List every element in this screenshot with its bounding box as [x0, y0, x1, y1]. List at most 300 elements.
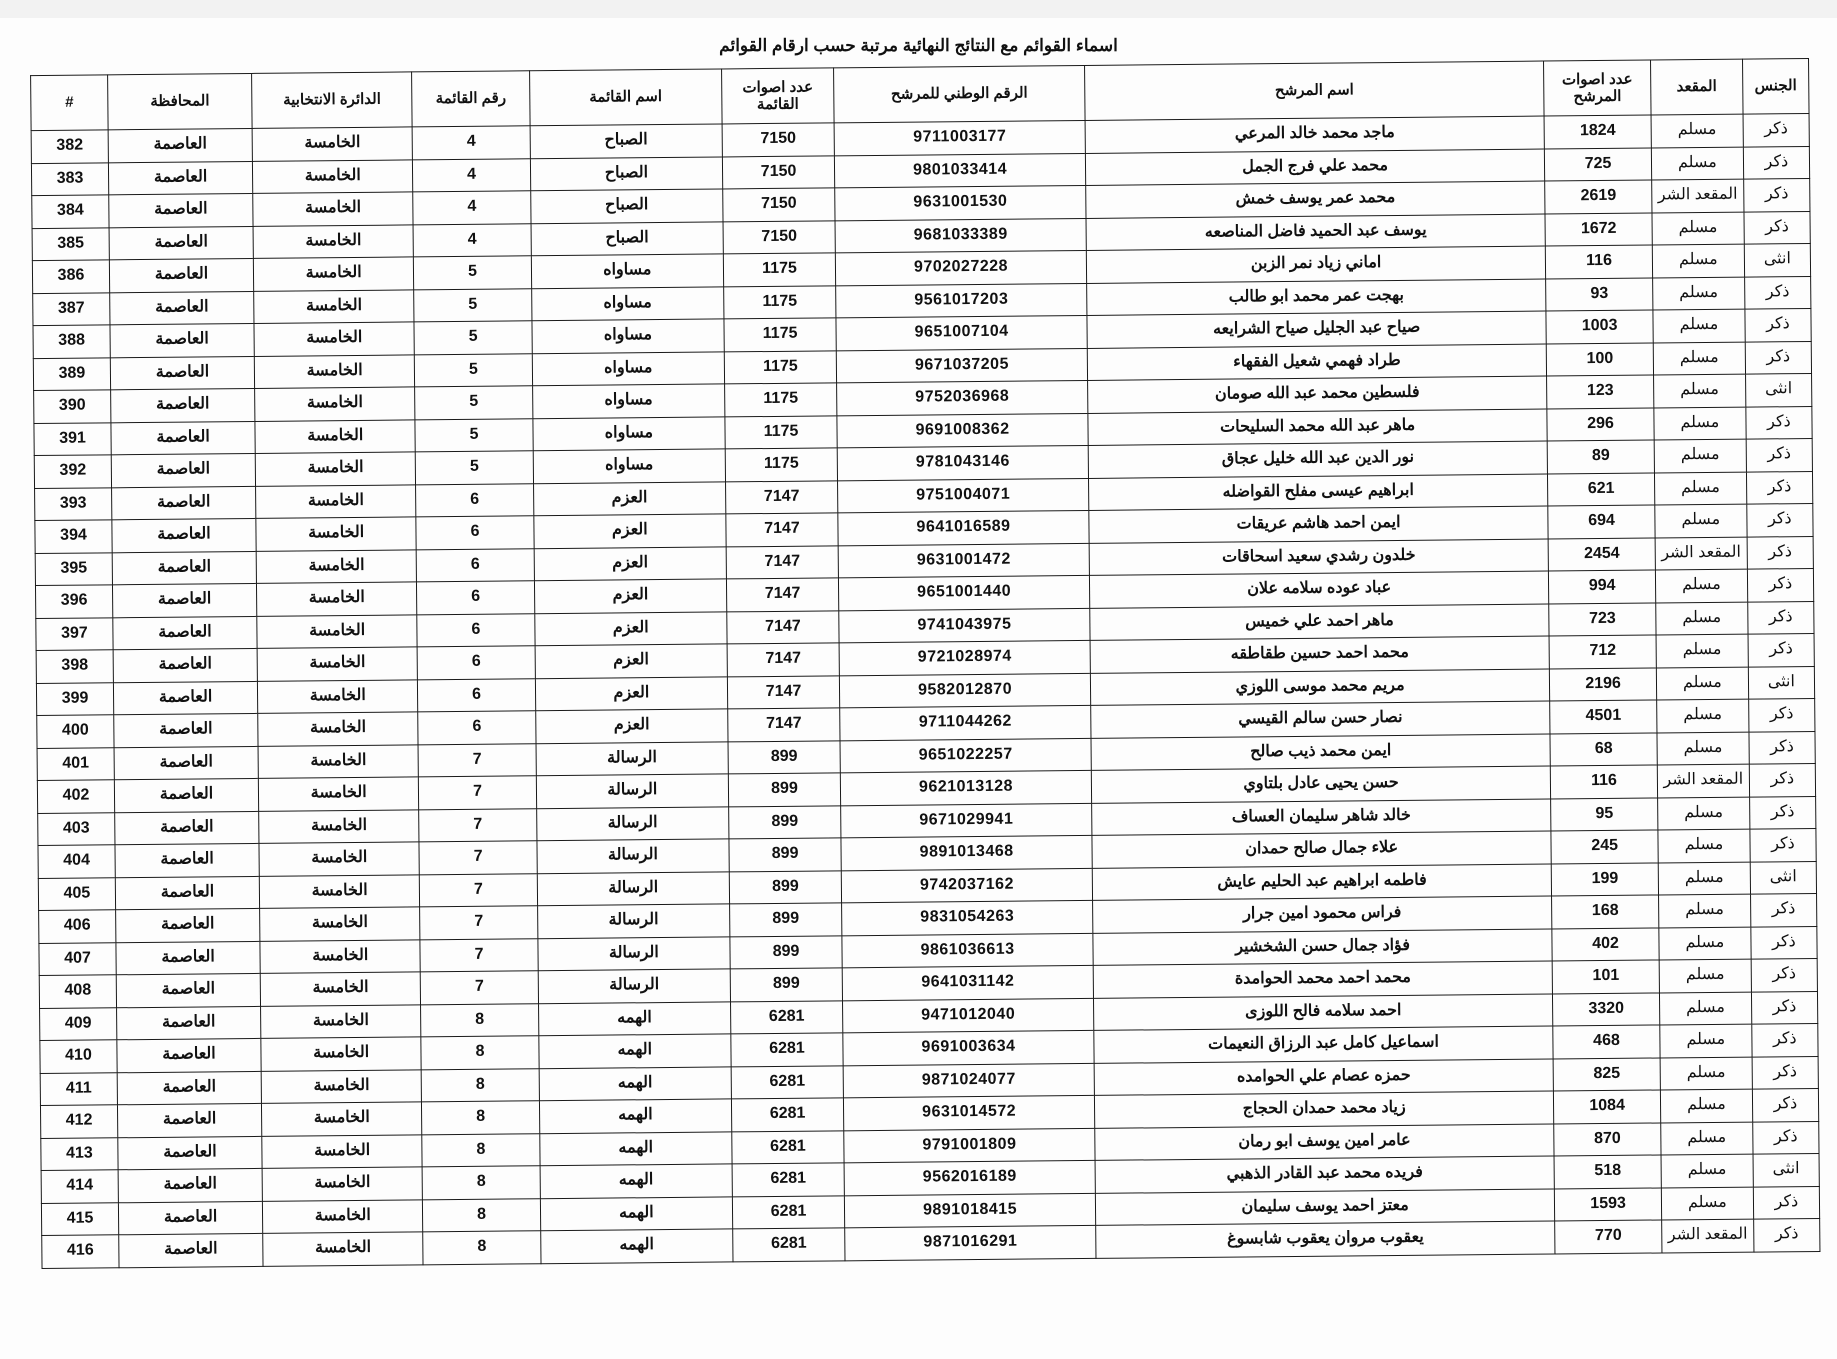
cell-list-votes: 7147: [727, 675, 839, 709]
cell-seat: مسلم: [1657, 699, 1749, 732]
cell-gender: ذكر: [1744, 276, 1811, 309]
cell-national-id: 9741043975: [839, 608, 1090, 643]
cell-list-number: 4: [413, 191, 531, 225]
cell-candidate-votes: 68: [1550, 732, 1657, 766]
cell-district: الخامسة: [257, 647, 417, 681]
cell-list-votes: 899: [728, 773, 840, 807]
cell-gender: ذكر: [1751, 926, 1818, 959]
cell-district: الخامسة: [260, 939, 420, 973]
cell-seat: مسلم: [1660, 1024, 1752, 1057]
cell-gender: انثى: [1745, 373, 1812, 406]
cell-national-id: 9871024077: [843, 1063, 1094, 1098]
cell-list-name: العزم: [534, 514, 727, 548]
cell-list-votes: 899: [730, 903, 842, 937]
cell-gender: ذكر: [1746, 471, 1813, 504]
cell-index: 403: [38, 812, 115, 845]
cell-list-votes: 7147: [726, 578, 838, 612]
cell-list-number: 6: [418, 678, 536, 712]
cell-candidate-name: حسن يحيى عادل بلتاوي: [1091, 766, 1550, 803]
cell-district: الخامسة: [256, 484, 416, 518]
cell-index: 406: [39, 910, 116, 943]
cell-index: 399: [36, 682, 113, 715]
cell-list-name: مساواه: [532, 384, 725, 418]
cell-governorate: العاصمة: [114, 746, 258, 780]
cell-candidate-votes: 994: [1549, 570, 1656, 604]
cell-list-name: الرسالة: [536, 806, 729, 840]
cell-national-id: 9671029941: [841, 803, 1092, 838]
cell-candidate-votes: 123: [1547, 375, 1654, 409]
cell-list-votes: 6281: [731, 1098, 843, 1132]
cell-list-name: مساواه: [532, 319, 725, 353]
cell-list-name: الهمه: [540, 1131, 733, 1165]
cell-gender: ذكر: [1749, 763, 1816, 796]
cell-seat: مسلم: [1658, 894, 1750, 927]
cell-candidate-votes: 100: [1546, 343, 1653, 377]
cell-list-name: الرسالة: [538, 936, 731, 970]
cell-candidate-votes: 116: [1550, 765, 1657, 799]
cell-candidate-name: حمزه عصام علي الحوامده: [1094, 1059, 1553, 1096]
col-header-seat: المقعد: [1650, 59, 1742, 115]
cell-national-id: 9891013468: [841, 835, 1092, 870]
cell-seat: مسلم: [1653, 342, 1745, 375]
cell-candidate-votes: 89: [1547, 440, 1654, 474]
cell-national-id: 9751004071: [838, 478, 1089, 513]
cell-list-votes: 899: [730, 935, 842, 969]
cell-district: الخامسة: [262, 1102, 422, 1136]
cell-governorate: العاصمة: [114, 778, 258, 812]
cell-index: 384: [32, 195, 109, 228]
cell-seat: مسلم: [1661, 1187, 1753, 1220]
cell-list-votes: 7147: [727, 610, 839, 644]
cell-list-name: مساواه: [532, 351, 725, 385]
cell-governorate: العاصمة: [117, 1103, 261, 1137]
cell-governorate: العاصمة: [112, 486, 256, 520]
cell-candidate-votes: 93: [1546, 278, 1653, 312]
cell-seat: مسلم: [1661, 1154, 1753, 1187]
cell-national-id: 9801033414: [834, 153, 1085, 188]
cell-list-number: 7: [420, 873, 538, 907]
cell-list-votes: 7147: [725, 480, 837, 514]
cell-candidate-name: ماهر عبد الله محمد السليحات: [1088, 409, 1547, 446]
cell-list-number: 8: [423, 1198, 541, 1232]
cell-governorate: العاصمة: [114, 713, 258, 747]
cell-district: الخامسة: [258, 777, 418, 811]
cell-list-number: 7: [420, 938, 538, 972]
cell-candidate-name: علاء جمال صالح حمدان: [1092, 831, 1551, 868]
cell-national-id: 9781043146: [837, 445, 1088, 480]
cell-list-name: الصباح: [530, 124, 723, 158]
cell-seat: مسلم: [1658, 797, 1750, 830]
cell-index: 400: [37, 715, 114, 748]
cell-district: الخامسة: [257, 614, 417, 648]
cell-candidate-name: فاطمه ابراهيم عبد الحليم عايش: [1092, 864, 1551, 901]
cell-list-number: 6: [418, 711, 536, 745]
cell-index: 408: [39, 975, 116, 1008]
cell-national-id: 9871016291: [845, 1225, 1096, 1260]
cell-gender: ذكر: [1750, 893, 1817, 926]
cell-list-number: 5: [414, 288, 532, 322]
cell-national-id: 9742037162: [841, 868, 1092, 903]
cell-governorate: العاصمة: [116, 908, 260, 942]
cell-list-name: الهمه: [539, 1099, 732, 1133]
cell-seat: مسلم: [1654, 374, 1746, 407]
cell-gender: ذكر: [1744, 211, 1811, 244]
cell-governorate: العاصمة: [109, 226, 253, 260]
cell-candidate-votes: 2196: [1550, 667, 1657, 701]
cell-district: الخامسة: [263, 1199, 423, 1233]
cell-gender: ذكر: [1745, 308, 1812, 341]
cell-gender: ذكر: [1753, 1186, 1820, 1219]
cell-governorate: العاصمة: [117, 1071, 261, 1105]
cell-candidate-votes: 116: [1545, 245, 1652, 279]
cell-gender: ذكر: [1753, 1218, 1820, 1251]
cell-list-votes: 1175: [724, 350, 836, 384]
cell-gender: انثى: [1753, 1153, 1820, 1186]
cell-gender: ذكر: [1748, 633, 1815, 666]
cell-governorate: العاصمة: [118, 1168, 262, 1202]
cell-district: الخامسة: [254, 322, 414, 356]
cell-national-id: 9562016189: [844, 1160, 1095, 1195]
cell-list-number: 5: [415, 386, 533, 420]
cell-gender: انثى: [1750, 861, 1817, 894]
cell-index: 412: [40, 1105, 117, 1138]
cell-list-votes: 7147: [728, 708, 840, 742]
cell-list-votes: 6281: [731, 1033, 843, 1067]
cell-list-name: العزم: [535, 676, 728, 710]
cell-governorate: العاصمة: [108, 161, 252, 195]
cell-gender: ذكر: [1748, 698, 1815, 731]
cell-candidate-votes: 712: [1549, 635, 1656, 669]
cell-index: 409: [40, 1007, 117, 1040]
cell-list-name: العزم: [533, 481, 726, 515]
cell-candidate-name: بهجت عمر محمد ابو طالب: [1087, 279, 1546, 316]
cell-list-votes: 7147: [726, 545, 838, 579]
cell-index: 388: [33, 325, 110, 358]
cell-list-name: الرسالة: [537, 904, 730, 938]
cell-governorate: العاصمة: [115, 811, 259, 845]
cell-list-number: 5: [416, 451, 534, 485]
cell-governorate: العاصمة: [110, 356, 254, 390]
cell-candidate-name: نصار حسن سالم القيسي: [1091, 701, 1550, 738]
cell-index: 394: [35, 520, 112, 553]
cell-list-number: 4: [412, 126, 530, 160]
cell-candidate-name: معتز احمد يوسف سليمان: [1095, 1188, 1554, 1225]
cell-national-id: 9891018415: [844, 1193, 1095, 1228]
cell-district: الخامسة: [255, 452, 415, 486]
cell-national-id: 9631001530: [835, 185, 1086, 220]
cell-index: 405: [38, 877, 115, 910]
col-header-candidate-name: اسم المرشح: [1085, 61, 1545, 120]
cell-district: الخامسة: [262, 1134, 422, 1168]
cell-list-votes: 1175: [723, 253, 835, 287]
cell-list-number: 6: [417, 613, 535, 647]
cell-candidate-name: خالد شاهر سليمان العساف: [1092, 799, 1551, 836]
cell-candidate-votes: 870: [1554, 1122, 1661, 1156]
cell-governorate: العاصمة: [118, 1201, 262, 1235]
cell-gender: ذكر: [1749, 731, 1816, 764]
cell-candidate-votes: 3320: [1553, 992, 1660, 1026]
cell-district: الخامسة: [261, 1004, 421, 1038]
cell-governorate: العاصمة: [112, 583, 256, 617]
cell-governorate: العاصمة: [119, 1233, 263, 1267]
cell-national-id: 9651022257: [840, 738, 1091, 773]
cell-seat: مسلم: [1653, 309, 1745, 342]
cell-national-id: 9631001472: [838, 543, 1089, 578]
cell-district: الخامسة: [258, 712, 418, 746]
cell-seat: المقعد الشر: [1662, 1219, 1754, 1252]
cell-seat: مسلم: [1656, 634, 1748, 667]
results-table-container: [30, 58, 1809, 1260]
cell-list-name: الهمه: [540, 1164, 733, 1198]
cell-index: 413: [41, 1137, 118, 1170]
cell-governorate: العاصمة: [111, 388, 255, 422]
cell-index: 407: [39, 942, 116, 975]
cell-list-name: الرسالة: [538, 969, 731, 1003]
cell-national-id: 9651001440: [839, 575, 1090, 610]
cell-district: الخامسة: [257, 582, 417, 616]
cell-national-id: 9651007104: [836, 315, 1087, 350]
cell-gender: ذكر: [1751, 958, 1818, 991]
cell-seat: مسلم: [1651, 147, 1743, 180]
cell-national-id: 9671037205: [836, 348, 1087, 383]
cell-district: الخامسة: [254, 289, 414, 323]
cell-list-name: العزم: [534, 579, 727, 613]
cell-index: 410: [40, 1040, 117, 1073]
cell-candidate-votes: 402: [1552, 927, 1659, 961]
cell-gender: ذكر: [1743, 146, 1810, 179]
cell-national-id: 9691008362: [837, 413, 1088, 448]
cell-list-number: 7: [420, 906, 538, 940]
cell-candidate-name: فؤاد جمال حسن الشخشير: [1093, 929, 1552, 966]
cell-candidate-name: ايمن محمد ذيب صالح: [1091, 734, 1550, 771]
cell-seat: مسلم: [1657, 732, 1749, 765]
cell-list-number: 8: [422, 1101, 540, 1135]
cell-index: 386: [32, 260, 109, 293]
cell-list-number: 8: [423, 1231, 541, 1265]
col-header-district: الدائرة الانتخابية: [252, 72, 413, 129]
cell-governorate: العاصمة: [112, 551, 256, 585]
cell-list-name: مساواه: [533, 449, 726, 483]
cell-seat: مسلم: [1652, 244, 1744, 277]
cell-national-id: 9641031142: [842, 965, 1093, 1000]
cell-national-id: 9621013128: [840, 770, 1091, 805]
cell-district: الخامسة: [256, 549, 416, 583]
cell-list-name: الهمه: [540, 1196, 733, 1230]
cell-candidate-votes: 1824: [1544, 115, 1651, 149]
cell-national-id: 9641016589: [838, 510, 1089, 545]
cell-index: 392: [34, 455, 111, 488]
cell-governorate: العاصمة: [115, 843, 259, 877]
cell-candidate-name: نور الدين عبد الله خليل عجاق: [1088, 441, 1547, 478]
cell-candidate-votes: 723: [1549, 602, 1656, 636]
cell-national-id: 9582012870: [839, 673, 1090, 708]
cell-index: 396: [35, 585, 112, 618]
cell-list-name: الصباح: [530, 156, 723, 190]
cell-candidate-votes: 296: [1547, 408, 1654, 442]
cell-candidate-votes: 2619: [1545, 180, 1652, 214]
cell-candidate-votes: 1593: [1555, 1187, 1662, 1221]
cell-candidate-votes: 101: [1552, 960, 1659, 994]
cell-list-votes: 899: [729, 805, 841, 839]
cell-index: 382: [31, 130, 108, 163]
cell-list-name: العزم: [535, 644, 728, 678]
cell-list-number: 5: [415, 353, 533, 387]
cell-list-number: 6: [417, 646, 535, 680]
cell-gender: ذكر: [1747, 503, 1814, 536]
cell-index: 402: [37, 780, 114, 813]
cell-list-name: الهمه: [540, 1229, 733, 1263]
cell-list-votes: 1175: [725, 415, 837, 449]
table-body: [31, 114, 1820, 1269]
cell-seat: مسلم: [1661, 1122, 1753, 1155]
cell-list-votes: 6281: [732, 1163, 844, 1197]
cell-candidate-name: احمد سلامه فالح اللوزى: [1094, 994, 1553, 1031]
cell-candidate-votes: 725: [1545, 148, 1652, 182]
cell-candidate-name: فلسطين محمد عبد الله صومان: [1088, 376, 1547, 413]
col-header-list-number: رقم القائمة: [412, 71, 530, 127]
cell-candidate-name: فراس محمود امين جرار: [1093, 896, 1552, 933]
cell-national-id: 9561017203: [836, 283, 1087, 318]
cell-candidate-votes: 1003: [1546, 310, 1653, 344]
cell-candidate-name: محمد علي فرج الجمل: [1085, 149, 1544, 186]
cell-candidate-votes: 518: [1554, 1155, 1661, 1189]
cell-index: 395: [35, 552, 112, 585]
cell-seat: مسلم: [1659, 959, 1751, 992]
cell-candidate-votes: 694: [1548, 505, 1655, 539]
cell-list-name: الهمه: [538, 1001, 731, 1035]
cell-list-number: 6: [416, 548, 534, 582]
cell-national-id: 9681033389: [835, 218, 1086, 253]
cell-candidate-name: محمد عمر يوسف خمش: [1086, 181, 1545, 218]
cell-candidate-name: مريم محمد موسى اللوزي: [1090, 669, 1549, 706]
cell-list-number: 4: [413, 223, 531, 257]
cell-candidate-votes: 245: [1551, 830, 1658, 864]
cell-district: الخامسة: [258, 679, 418, 713]
cell-candidate-votes: 199: [1551, 862, 1658, 896]
cell-list-number: 5: [414, 321, 532, 355]
cell-candidate-votes: 825: [1553, 1057, 1660, 1091]
cell-index: 393: [35, 487, 112, 520]
cell-list-votes: 899: [730, 968, 842, 1002]
cell-district: الخامسة: [259, 874, 419, 908]
cell-list-number: 5: [415, 418, 533, 452]
cell-candidate-name: يوسف عبد الحميد فاضل المناصعه: [1086, 214, 1545, 251]
cell-national-id: 9631014572: [844, 1095, 1095, 1130]
cell-district: الخامسة: [259, 809, 419, 843]
cell-candidate-votes: 95: [1551, 797, 1658, 831]
cell-list-name: العزم: [534, 546, 727, 580]
cell-district: الخامسة: [260, 972, 420, 1006]
cell-gender: ذكر: [1747, 536, 1814, 569]
cell-list-votes: 7147: [727, 643, 839, 677]
cell-district: الخامسة: [261, 1037, 421, 1071]
cell-list-number: 4: [413, 158, 531, 192]
cell-candidate-name: محمد احمد حسين طقاطقه: [1090, 636, 1549, 673]
cell-gender: انثى: [1744, 243, 1811, 276]
cell-governorate: العاصمة: [118, 1136, 262, 1170]
cell-list-number: 6: [416, 516, 534, 550]
cell-district: الخامسة: [253, 192, 413, 226]
col-header-list-votes: عدد اصوات القائمة: [722, 68, 835, 124]
cell-district: الخامسة: [263, 1232, 423, 1266]
cell-district: الخامسة: [253, 224, 413, 258]
cell-list-votes: 7150: [722, 155, 834, 189]
cell-list-votes: 1175: [724, 318, 836, 352]
cell-seat: مسلم: [1651, 114, 1743, 147]
cell-list-number: 6: [416, 483, 534, 517]
cell-district: الخامسة: [252, 127, 412, 161]
cell-candidate-votes: 2454: [1548, 537, 1655, 571]
cell-district: الخامسة: [253, 257, 413, 291]
cell-gender: ذكر: [1750, 828, 1817, 861]
cell-list-votes: 6281: [731, 1065, 843, 1099]
cell-candidate-votes: 168: [1552, 895, 1659, 929]
cell-gender: ذكر: [1749, 796, 1816, 829]
cell-governorate: العاصمة: [110, 291, 254, 325]
cell-candidate-votes: 468: [1553, 1025, 1660, 1059]
cell-seat: مسلم: [1658, 862, 1750, 895]
col-header-governorate: المحافظة: [108, 73, 253, 129]
cell-district: الخامسة: [255, 419, 415, 453]
cell-national-id: 9691003634: [843, 1030, 1094, 1065]
cell-governorate: العاصمة: [110, 323, 254, 357]
cell-candidate-name: ماجد محمد خالد المرعي: [1085, 116, 1544, 153]
cell-candidate-votes: 621: [1548, 473, 1655, 507]
cell-list-votes: 899: [729, 838, 841, 872]
cell-governorate: العاصمة: [111, 421, 255, 455]
cell-district: الخامسة: [260, 907, 420, 941]
cell-list-votes: 899: [729, 870, 841, 904]
cell-seat: مسلم: [1652, 212, 1744, 245]
cell-gender: ذكر: [1751, 991, 1818, 1024]
cell-candidate-votes: 4501: [1550, 700, 1657, 734]
cell-seat: مسلم: [1659, 992, 1751, 1025]
cell-list-name: مساواه: [531, 254, 724, 288]
cell-list-votes: 6281: [732, 1130, 844, 1164]
cell-list-name: الهمه: [539, 1034, 732, 1068]
cell-list-number: 8: [422, 1166, 540, 1200]
cell-gender: ذكر: [1752, 1088, 1819, 1121]
cell-list-votes: 6281: [733, 1228, 845, 1262]
cell-candidate-name: صياح عبد الجليل صياح الشرايعه: [1087, 311, 1546, 348]
cell-seat: مسلم: [1655, 569, 1747, 602]
cell-candidate-name: ماهر احمد علي خميس: [1090, 604, 1549, 641]
cell-index: 415: [41, 1202, 118, 1235]
col-header-index: #: [31, 75, 108, 131]
cell-national-id: 9831054263: [842, 900, 1093, 935]
cell-seat: مسلم: [1654, 407, 1746, 440]
cell-list-votes: 899: [728, 740, 840, 774]
cell-district: الخامسة: [261, 1069, 421, 1103]
col-header-gender: الجنس: [1742, 59, 1809, 115]
cell-district: الخامسة: [254, 354, 414, 388]
cell-gender: ذكر: [1748, 601, 1815, 634]
cell-candidate-name: محمد احمد محمد الحوامدة: [1093, 961, 1552, 998]
cell-gender: ذكر: [1752, 1056, 1819, 1089]
cell-seat: مسلم: [1655, 504, 1747, 537]
cell-candidate-name: ايمن احمد هاشم عريقات: [1089, 506, 1548, 543]
cell-index: 414: [41, 1170, 118, 1203]
cell-candidate-name: طراد فهمي شعيل الفقهاء: [1087, 344, 1546, 381]
cell-index: 404: [38, 845, 115, 878]
cell-gender: ذكر: [1746, 406, 1813, 439]
col-header-list-name: اسم القائمة: [529, 69, 722, 126]
cell-district: الخامسة: [262, 1167, 422, 1201]
cell-national-id: 9752036968: [837, 380, 1088, 415]
cell-seat: المقعد الشر: [1652, 179, 1744, 212]
cell-governorate: العاصمة: [109, 258, 253, 292]
cell-candidate-name: فريده محمد عبد القادر الذهبي: [1095, 1156, 1554, 1193]
